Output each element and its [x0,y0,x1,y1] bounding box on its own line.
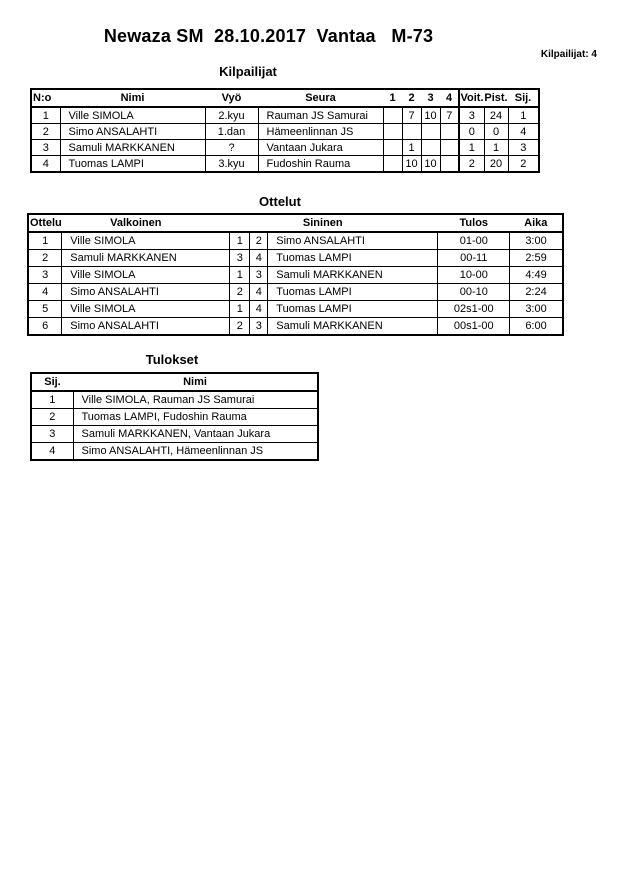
cell-seura: Rauman JS Samurai [258,107,383,124]
cell-nimi: Ville SIMOLA [60,107,205,124]
cell-blue-no: 3 [250,318,268,336]
cell-pist: 24 [484,107,508,124]
cell-voit: 0 [459,124,484,140]
cell-vyo: 1.dan [205,124,258,140]
cell-aika: 3:00 [510,232,563,250]
cell-sij: 2 [508,156,539,173]
col-header-sininen: Sininen [230,214,438,232]
cell-match-no: 4 [28,284,62,301]
cell-nimi: Tuomas LAMPI, Fudoshin Rauma [73,409,318,426]
cell-no: 1 [31,107,60,124]
col-header-no: N:o [31,89,60,107]
cell-vyo: 3.kyu [205,156,258,173]
cell-sij: 1 [508,107,539,124]
col-header-nimi: Nimi [73,373,318,391]
table-row [31,140,539,156]
cell-sij: 3 [31,426,73,443]
competitors-count: Kilpailijat: 4 [540,49,597,60]
col-header-4: 4 [440,89,459,107]
cell-blue-name: Simo ANSALAHTI [268,232,438,250]
table-row [28,318,563,336]
cell-aika: 6:00 [510,318,563,336]
cell-nimi: Tuomas LAMPI [60,156,205,173]
table-header-row [31,89,539,107]
cell-blue-no: 4 [250,250,268,267]
cell-blue-name: Tuomas LAMPI [268,284,438,301]
cell-no: 3 [31,140,60,156]
cell-nimi: Ville SIMOLA, Rauman JS Samurai [73,391,318,409]
table-row [31,409,318,426]
cell-nimi: Simo ANSALAHTI [60,124,205,140]
cell-sij: 4 [31,443,73,461]
cell-seura: Vantaan Jukara [258,140,383,156]
col-header-vyo: Vyö [205,89,258,107]
cell-tulos: 02s1-00 [438,301,510,318]
table-row [31,426,318,443]
cell-blue-name: Samuli MARKKANEN [268,267,438,284]
cell-no: 4 [31,156,60,173]
cell-score-3: 10 [421,107,440,124]
table-header-row [28,214,563,232]
col-header-aika: Aika [510,214,563,232]
cell-sij: 2 [31,409,73,426]
cell-white-name: Samuli MARKKANEN [62,250,230,267]
table-row [28,301,563,318]
cell-sij: 1 [31,391,73,409]
section-title-tulokset: Tulokset [145,352,199,367]
table-header-row [31,373,318,391]
cell-white-no: 3 [230,250,250,267]
cell-tulos: 00s1-00 [438,318,510,336]
table-row [31,391,318,409]
cell-blue-no: 2 [250,232,268,250]
cell-white-no: 1 [230,301,250,318]
cell-no: 2 [31,124,60,140]
table-row [31,443,318,461]
col-header-seura: Seura [258,89,383,107]
cell-white-name: Simo ANSALAHTI [62,318,230,336]
cell-nimi: Samuli MARKKANEN [60,140,205,156]
col-header-2: 2 [402,89,421,107]
table-row [28,232,563,250]
cell-sij: 3 [508,140,539,156]
cell-score-1 [383,156,402,173]
results-table [30,372,319,461]
cell-score-4: 7 [440,107,459,124]
cell-white-no: 1 [230,232,250,250]
cell-aika: 4:49 [510,267,563,284]
table-row [28,267,563,284]
section-title-kilpailijat: Kilpailijat [219,64,277,79]
cell-aika: 3:00 [510,301,563,318]
competitors-table [30,88,540,173]
cell-blue-no: 4 [250,284,268,301]
cell-voit: 1 [459,140,484,156]
cell-seura: Hämeenlinnan JS [258,124,383,140]
section-title-ottelut: Ottelut [259,194,301,209]
cell-tulos: 00-11 [438,250,510,267]
col-header-nimi: Nimi [60,89,205,107]
cell-white-no: 2 [230,284,250,301]
cell-score-1 [383,140,402,156]
cell-sij: 4 [508,124,539,140]
cell-aika: 2:59 [510,250,563,267]
cell-score-4 [440,156,459,173]
cell-match-no: 1 [28,232,62,250]
cell-match-no: 6 [28,318,62,336]
cell-voit: 3 [459,107,484,124]
cell-aika: 2:24 [510,284,563,301]
cell-score-3: 10 [421,156,440,173]
cell-blue-name: Tuomas LAMPI [268,250,438,267]
cell-pist: 0 [484,124,508,140]
cell-tulos: 01-00 [438,232,510,250]
cell-match-no: 5 [28,301,62,318]
cell-score-2 [402,124,421,140]
cell-vyo: 2.kyu [205,107,258,124]
col-header-3: 3 [421,89,440,107]
table-row [31,124,539,140]
col-header-sij: Sij. [31,373,73,391]
cell-match-no: 2 [28,250,62,267]
table-row [28,250,563,267]
cell-white-name: Ville SIMOLA [62,267,230,284]
col-header-tulos: Tulos [438,214,510,232]
cell-white-name: Ville SIMOLA [62,232,230,250]
table-row [28,284,563,301]
cell-nimi: Samuli MARKKANEN, Vantaan Jukara [73,426,318,443]
cell-tulos: 00-10 [438,284,510,301]
cell-score-3 [421,140,440,156]
cell-score-1 [383,107,402,124]
cell-tulos: 10-00 [438,267,510,284]
cell-voit: 2 [459,156,484,173]
cell-white-name: Simo ANSALAHTI [62,284,230,301]
cell-pist: 1 [484,140,508,156]
cell-vyo: ? [205,140,258,156]
table-row [31,156,539,173]
cell-match-no: 3 [28,267,62,284]
col-header-1: 1 [383,89,402,107]
cell-score-2: 1 [402,140,421,156]
cell-blue-name: Tuomas LAMPI [268,301,438,318]
cell-blue-no: 4 [250,301,268,318]
page-title: Newaza SM 28.10.2017 Vantaa M-73 [103,26,434,46]
table-row [31,107,539,124]
cell-pist: 20 [484,156,508,173]
cell-score-3 [421,124,440,140]
cell-nimi: Simo ANSALAHTI, Hämeenlinnan JS [73,443,318,461]
matches-table [27,213,564,336]
cell-score-4 [440,140,459,156]
cell-white-no: 1 [230,267,250,284]
col-header-sij: Sij. [508,89,539,107]
col-header-pist: Pist. [484,89,508,107]
cell-score-2: 7 [402,107,421,124]
cell-blue-name: Samuli MARKKANEN [268,318,438,336]
cell-white-no: 2 [230,318,250,336]
cell-seura: Fudoshin Rauma [258,156,383,173]
cell-score-4 [440,124,459,140]
cell-score-2: 10 [402,156,421,173]
col-header-ottelu: Ottelu [28,214,62,232]
cell-score-1 [383,124,402,140]
col-header-voit: Voit. [459,89,484,107]
cell-white-name: Ville SIMOLA [62,301,230,318]
col-header-valkoinen: Valkoinen [62,214,230,232]
cell-blue-no: 3 [250,267,268,284]
